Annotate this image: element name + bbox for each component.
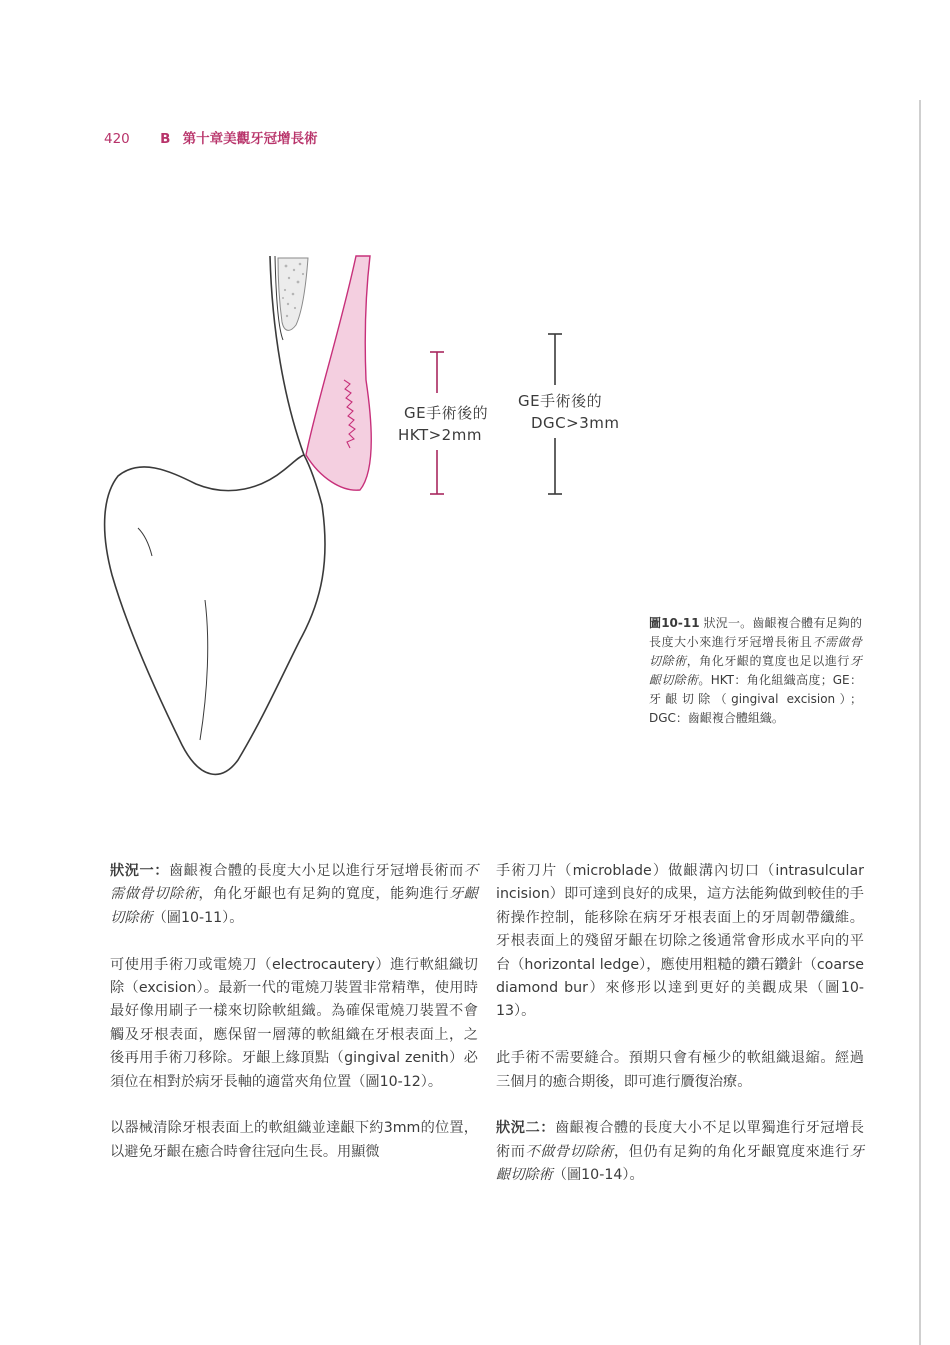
- hkt-label: [398, 402, 489, 446]
- chapter-title: 第十章美觀牙冠增長術: [182, 131, 318, 147]
- paragraph: 此手術不需要縫合。預期只會有極少的軟組織退縮。經過三個月的癒合期後，即可進行贗復治療。: [496, 1050, 864, 1090]
- hkt-label-line2: HKT>2mm: [398, 426, 482, 444]
- dgc-label: [518, 390, 619, 434]
- caption-text: 。HKT：角化組織高度；GE：牙齦切除（gingival excision）；DGC：齒齦複合體組織。: [649, 673, 862, 725]
- paragraph-text: 齒齦複合體的長度大小足以進行牙冠增長術而: [168, 863, 464, 879]
- caption-text: ，角化牙齦的寬度也足以進行: [686, 654, 850, 668]
- paragraph-italic: 牙齦切除術: [496, 1143, 864, 1184]
- paragraph: [110, 860, 478, 930]
- paragraph: 手術刀片（microblade）做齦溝內切口（intrasulcular incision）即可達到良好的成果，這方法能夠做到較佳的手術操作控制，能移除在病牙牙根表面上的牙周韌帶纖維。牙根表面上的殘留牙齦在切除之後通常會形成水平向的平台（horizontal ledge），應使用粗糙的鑽石鑽針（coarse diamond bur）來修形以達到更好的美觀成果（圖10-13）。: [496, 863, 864, 1020]
- paragraph-italic: 牙齦切除術: [110, 886, 478, 926]
- paragraph-lead: 狀況二：: [496, 1120, 555, 1137]
- paragraph-text: ，角化牙齦也有足夠的寬度，能夠進行: [198, 886, 450, 903]
- dgc-label-line1: GE手術後的: [518, 392, 603, 410]
- paragraph-text: （圖10-11）。: [152, 909, 244, 926]
- body-column-left: [110, 860, 478, 1188]
- paragraph: 可使用手術刀或電燒刀（electrocautery）進行軟組織切除（excision）。最新一代的電燒刀裝置非常精準，使用時最好像用刷子一樣來切除軟組織。為確保電燒刀裝置不會觸及牙根表面，應保留一層薄的軟組織在牙根表面上，之後再用手術刀移除。牙齦上緣頂點（gingival zenith）必須位在相對於病牙長軸的適當夾角位置（圖10-12）。: [110, 956, 478, 1090]
- chapter-marker: B: [160, 131, 171, 147]
- paragraph: [496, 1117, 864, 1187]
- caption-text: 狀況一。齒齦複合體有足夠的長度大小來進行牙冠增長術且: [649, 616, 862, 649]
- paragraph-lead: 狀況一：: [110, 863, 169, 879]
- paragraph-text: （圖10-14）。: [552, 1167, 644, 1184]
- caption-figure-id: 圖10-11: [649, 616, 700, 630]
- paragraph-text: ，但仍有足夠的角化牙齦寬度來進行: [613, 1143, 850, 1160]
- paragraph-text: 齒齦複合體的長度大小不足以單獨進行牙冠增長術而: [496, 1120, 864, 1160]
- tooth-crown: [105, 455, 325, 774]
- figure-caption: [649, 614, 862, 728]
- paragraph-italic: 不需做骨切除術: [110, 863, 478, 903]
- page-number: 420: [104, 131, 130, 147]
- hkt-label-line1: GE手術後的: [404, 404, 489, 422]
- body-column-right: [496, 860, 864, 1211]
- gingiva: [306, 256, 371, 490]
- caption-italic: 不需做骨切除術: [649, 635, 862, 668]
- caption-italic: 牙齦切除術: [649, 654, 862, 687]
- paragraph-italic: 不做骨切除術: [525, 1143, 614, 1160]
- dgc-label-line2: DGC>3mm: [531, 414, 620, 432]
- paragraph: 以器械清除牙根表面上的軟組織並達齦下約3mm的位置，以避免牙齦在癒合時會往冠向生長。用顯微: [110, 1120, 478, 1160]
